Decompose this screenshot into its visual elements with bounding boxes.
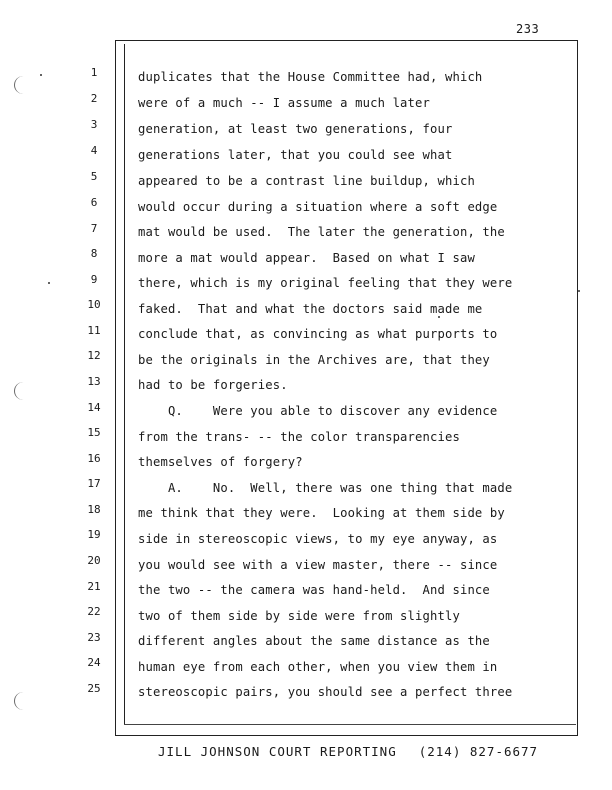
punch-hole-mark: [14, 382, 33, 400]
transcript-line: appeared to be a contrast line buildup, which: [138, 174, 475, 188]
transcript-line: faked. That and what the doctors said made me: [138, 302, 483, 316]
punch-hole-mark: [14, 692, 33, 710]
transcript-line: two of them side by side were from slightly: [138, 609, 460, 623]
transcript-line: from the trans- -- the color transparencies: [138, 430, 460, 444]
transcript-line: more a mat would appear. Based on what I saw: [138, 251, 475, 265]
line-number: 5: [90, 170, 98, 183]
margin-rule: [124, 44, 125, 724]
line-number: 14: [87, 401, 101, 414]
line-number: 21: [87, 580, 101, 593]
line-number: 17: [87, 477, 101, 490]
transcript-line: generations later, that you could see what: [138, 148, 453, 162]
transcript-line: themselves of forgery?: [138, 455, 303, 469]
reporter-phone: (214) 827-6677: [418, 744, 539, 759]
line-number: 13: [87, 375, 101, 388]
line-number: 6: [90, 196, 98, 209]
line-number: 2: [90, 92, 98, 105]
transcript-line: human eye from each other, when you view them in: [138, 660, 498, 674]
transcript-line: Q. Were you able to discover any evidence: [138, 404, 498, 418]
line-number: 24: [87, 656, 101, 669]
bottom-rule: [124, 724, 576, 725]
line-number: 20: [87, 554, 101, 567]
transcript-line: the two -- the camera was hand-held. And since: [138, 583, 490, 597]
line-number: 16: [87, 452, 101, 465]
transcript-line: there, which is my original feeling that they were: [138, 276, 513, 290]
line-number: 3: [90, 118, 98, 131]
line-number: 12: [87, 349, 101, 362]
transcript-line: had to be forgeries.: [138, 378, 288, 392]
transcript-line: A. No. Well, there was one thing that made: [138, 481, 513, 495]
line-number: 15: [87, 426, 101, 439]
line-number: 7: [90, 222, 98, 235]
reporter-name: JILL JOHNSON COURT REPORTING: [158, 744, 397, 759]
line-number: 10: [87, 298, 101, 311]
line-number: 4: [90, 144, 98, 157]
line-number: 1: [90, 66, 98, 79]
line-number: 23: [87, 631, 101, 644]
transcript-line: different angles about the same distance as the: [138, 634, 490, 648]
scan-speck: [578, 290, 580, 292]
footer: [158, 744, 538, 759]
transcript-line: stereoscopic pairs, you should see a perfect three: [138, 685, 513, 699]
transcript-line: mat would be used. The later the generation, the: [138, 225, 505, 239]
line-number: 25: [87, 682, 101, 695]
line-number: 11: [87, 324, 101, 337]
page-number: 233: [516, 22, 540, 36]
transcript-line: duplicates that the House Committee had, which: [138, 70, 483, 84]
transcript-line: you would see with a view master, there -- since: [138, 558, 498, 572]
line-number: 18: [87, 503, 101, 516]
transcript-line: be the originals in the Archives are, that they: [138, 353, 490, 367]
transcript-line: side in stereoscopic views, to my eye anyway, as: [138, 532, 498, 546]
transcript-line: conclude that, as convincing as what purports to: [138, 327, 498, 341]
transcript-line: me think that they were. Looking at them side by: [138, 506, 505, 520]
line-number: 8: [90, 247, 98, 260]
line-number: 9: [90, 273, 98, 286]
transcript-line: generation, at least two generations, four: [138, 122, 453, 136]
transcript-line: were of a much -- I assume a much later: [138, 96, 431, 110]
punch-hole-mark: [14, 76, 33, 94]
scan-speck: [438, 316, 440, 318]
scan-speck: [48, 282, 50, 284]
line-number: 22: [87, 605, 101, 618]
line-number: 19: [87, 528, 101, 541]
transcript-line: would occur during a situation where a soft edge: [138, 200, 498, 214]
scan-speck: [40, 74, 42, 76]
